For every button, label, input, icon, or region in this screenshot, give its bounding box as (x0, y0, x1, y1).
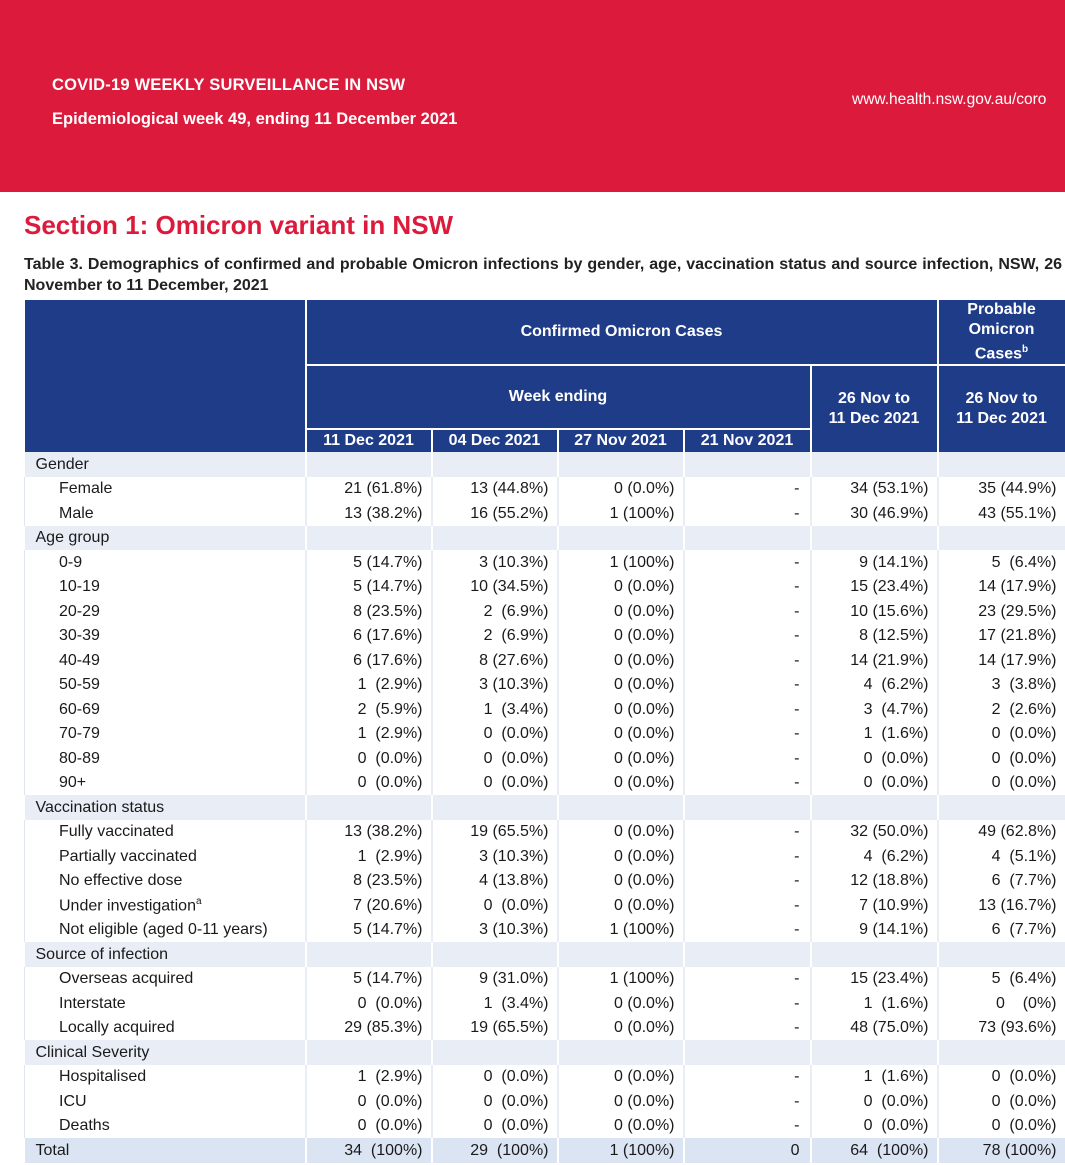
table-cell: 9 (14.1%) (811, 918, 938, 943)
table-cell: - (684, 746, 811, 771)
category-row (25, 1040, 1065, 1065)
table-cell: 49 (62.8%) (938, 820, 1065, 845)
table-cell: 0 (0.0%) (558, 575, 684, 600)
row-label-text: Overseas acquired (59, 970, 194, 988)
table-row (25, 991, 1065, 1016)
table-cell: 0 (0.0%) (558, 1114, 684, 1139)
table-cell: 2 (2.6%) (938, 697, 1065, 722)
table-cell: 0 (0.0%) (558, 722, 684, 747)
table-cell: 0 (0.0%) (558, 1089, 684, 1114)
row-label-text: Male (59, 504, 94, 522)
row-label-text: Female (59, 480, 113, 498)
table-cell: 0 (0.0%) (558, 624, 684, 649)
row-label-text: Under investigation (59, 897, 196, 915)
table-cell (306, 942, 432, 967)
table-cell: 0 (0.0%) (432, 1089, 558, 1114)
table-cell: 2 (6.9%) (432, 599, 558, 624)
table-cell: 1 (1.6%) (811, 991, 938, 1016)
table-cell: 5 (6.4%) (938, 550, 1065, 575)
table-cell: - (684, 1089, 811, 1114)
week-header: 27 Nov 2021 (558, 429, 684, 452)
table-cell: 35 (44.9%) (938, 477, 1065, 502)
table-row (25, 697, 1065, 722)
table-row (25, 771, 1065, 796)
row-label (25, 1089, 306, 1114)
table-row (25, 477, 1065, 502)
table-cell: - (684, 550, 811, 575)
table-cell (558, 795, 684, 820)
table-cell: 0 (0.0%) (558, 1065, 684, 1090)
table-row (25, 746, 1065, 771)
row-label-text: Gender (35, 455, 89, 473)
row-label (25, 967, 306, 992)
row-label-text: Interstate (59, 994, 126, 1012)
row-label (25, 575, 306, 600)
table-cell: 0 (0.0%) (558, 477, 684, 502)
row-label-text: No effective dose (59, 872, 183, 890)
table-row (25, 869, 1065, 894)
range-header-line1: 26 Nov to (837, 390, 910, 408)
table-cell (938, 795, 1065, 820)
row-label (25, 477, 306, 502)
table-cell: 15 (23.4%) (811, 967, 938, 992)
table-cell: 48 (75.0%) (811, 1016, 938, 1041)
table-cell (811, 1040, 938, 1065)
table-cell: 0 (0.0%) (811, 771, 938, 796)
table-cell (558, 1040, 684, 1065)
row-label-text: 10-19 (59, 578, 100, 596)
table-cell: 4 (6.2%) (811, 844, 938, 869)
row-label (25, 673, 306, 698)
row-label (25, 501, 306, 526)
week-header: 21 Nov 2021 (684, 429, 811, 452)
table-cell: 9 (31.0%) (432, 967, 558, 992)
week-header: 11 Dec 2021 (306, 429, 432, 452)
table-cell: 29 (85.3%) (306, 1016, 432, 1041)
probable-header-line1: Probable (967, 301, 1036, 318)
table-cell (938, 942, 1065, 967)
table-cell: 2 (6.9%) (432, 624, 558, 649)
table-cell: 1 (2.9%) (306, 673, 432, 698)
table-cell: 0 (0.0%) (558, 991, 684, 1016)
table-cell: 0 (0.0%) (306, 991, 432, 1016)
table-row (25, 1065, 1065, 1090)
table-cell: 2 (5.9%) (306, 697, 432, 722)
table-cell: 78 (100%) (938, 1138, 1065, 1163)
table-cell: 3 (10.3%) (432, 550, 558, 575)
row-label-text: 30-39 (59, 627, 100, 645)
table-cell: 3 (4.7%) (811, 697, 938, 722)
table-row (25, 918, 1065, 943)
table-cell: 0 (0.0%) (938, 722, 1065, 747)
table-cell (684, 452, 811, 477)
table-cell: 5 (6.4%) (938, 967, 1065, 992)
table-cell: 6 (17.6%) (306, 624, 432, 649)
table-cell: 1 (2.9%) (306, 844, 432, 869)
omicron-demographics-table (24, 300, 1065, 1163)
table-cell: 0 (0.0%) (558, 697, 684, 722)
row-label (25, 844, 306, 869)
table-cell: 34 (53.1%) (811, 477, 938, 502)
category-row (25, 452, 1065, 477)
table-cell: 0 (0.0%) (811, 746, 938, 771)
row-label-text: 20-29 (59, 602, 100, 620)
table-cell: 10 (34.5%) (432, 575, 558, 600)
table-cell: 1 (1.6%) (811, 722, 938, 747)
table-cell: 0 (0.0%) (432, 722, 558, 747)
row-label (25, 746, 306, 771)
category-row (25, 942, 1065, 967)
table-cell: 32 (50.0%) (811, 820, 938, 845)
table-row (25, 1114, 1065, 1139)
table-row (25, 501, 1065, 526)
table-cell: 0 (0.0%) (306, 1114, 432, 1139)
row-label (25, 550, 306, 575)
table-cell: 0 (0.0%) (306, 1089, 432, 1114)
table-cell (558, 526, 684, 551)
table-cell: 34 (100%) (306, 1138, 432, 1163)
table-row (25, 893, 1065, 918)
row-label (25, 771, 306, 796)
table-cell: 5 (14.7%) (306, 918, 432, 943)
row-label (25, 648, 306, 673)
table-cell: 0 (0.0%) (558, 599, 684, 624)
row-label-text: 90+ (59, 774, 87, 792)
table-cell: 0 (0.0%) (432, 746, 558, 771)
row-label (25, 624, 306, 649)
probable-range-line2: 11 Dec 2021 (956, 410, 1047, 428)
table-cell: 14 (17.9%) (938, 575, 1065, 600)
table-cell: 7 (20.6%) (306, 893, 432, 918)
table-row (25, 722, 1065, 747)
category-row (25, 795, 1065, 820)
row-label-text: Fully vaccinated (59, 823, 174, 841)
category-row (25, 526, 1065, 551)
table-row (25, 820, 1065, 845)
row-label (25, 1138, 306, 1163)
table-cell (306, 526, 432, 551)
table-cell: 19 (65.5%) (432, 820, 558, 845)
table-cell: 6 (17.6%) (306, 648, 432, 673)
table-cell: 6 (7.7%) (938, 869, 1065, 894)
table-cell: 0 (0%) (938, 991, 1065, 1016)
row-label-text: Not eligible (aged 0-11 years) (59, 921, 268, 939)
row-label (25, 1114, 306, 1139)
week-header: 04 Dec 2021 (432, 429, 558, 452)
table-cell (684, 942, 811, 967)
table-cell: 1 (3.4%) (432, 697, 558, 722)
table-cell: - (684, 820, 811, 845)
table-cell: - (684, 575, 811, 600)
table-cell: 0 (0.0%) (938, 1114, 1065, 1139)
row-label (25, 697, 306, 722)
table-cell (306, 1040, 432, 1065)
table-cell: - (684, 624, 811, 649)
table-cell (558, 452, 684, 477)
banner-subtitle: Epidemiological week 49, ending 11 December 2021 (52, 110, 458, 128)
table-cell: 14 (21.9%) (811, 648, 938, 673)
table-cell: 0 (0.0%) (558, 771, 684, 796)
table-cell: 0 (0.0%) (811, 1114, 938, 1139)
row-label (25, 918, 306, 943)
table-cell: - (684, 722, 811, 747)
table-cell: 13 (44.8%) (432, 477, 558, 502)
table-cell: 0 (0.0%) (558, 844, 684, 869)
probable-footnote-mark: b (1022, 344, 1029, 355)
table-cell: 0 (0.0%) (558, 746, 684, 771)
week-ending-header: Week ending (306, 365, 811, 429)
table-cell: 19 (65.5%) (432, 1016, 558, 1041)
table-cell: 4 (6.2%) (811, 673, 938, 698)
probable-header-line3: Cases (974, 345, 1023, 363)
table-cell: 0 (0.0%) (558, 673, 684, 698)
table-cell: 1 (100%) (558, 1138, 684, 1163)
row-label-text: 70-79 (59, 725, 100, 743)
table-cell: - (684, 697, 811, 722)
row-label (25, 869, 306, 894)
table-cell (938, 526, 1065, 551)
row-label (25, 1016, 306, 1041)
table-cell: 1 (2.9%) (306, 1065, 432, 1090)
table-cell: 43 (55.1%) (938, 501, 1065, 526)
table-cell: - (684, 893, 811, 918)
row-label (25, 1040, 306, 1065)
row-label (25, 820, 306, 845)
table-cell: - (684, 1114, 811, 1139)
table-cell (684, 526, 811, 551)
table-cell: 21 (61.8%) (306, 477, 432, 502)
table-cell: 8 (12.5%) (811, 624, 938, 649)
table-cell (811, 795, 938, 820)
table-row (25, 648, 1065, 673)
table-cell: 3 (10.3%) (432, 673, 558, 698)
range-header-line2: 11 Dec 2021 (828, 410, 920, 428)
row-label-text: Vaccination status (35, 798, 165, 816)
table-cell: - (684, 918, 811, 943)
row-label-text: Locally acquired (59, 1019, 175, 1037)
total-row (25, 1138, 1065, 1163)
table-cell: 4 (13.8%) (432, 869, 558, 894)
table-cell: 1 (100%) (558, 501, 684, 526)
row-label-text: Source of infection (35, 945, 169, 963)
table-row (25, 1016, 1065, 1041)
table-cell: 0 (0.0%) (558, 820, 684, 845)
section-title: Section 1: Omicron variant in NSW (24, 210, 454, 240)
table-cell: - (684, 991, 811, 1016)
table-cell: 15 (23.4%) (811, 575, 938, 600)
table-cell: 29 (100%) (432, 1138, 558, 1163)
table-cell: 3 (10.3%) (432, 918, 558, 943)
table-cell: - (684, 648, 811, 673)
table-cell (432, 795, 558, 820)
header-banner (0, 0, 1065, 192)
table-cell (432, 1040, 558, 1065)
table-cell: 3 (3.8%) (938, 673, 1065, 698)
table-cell: 13 (16.7%) (938, 893, 1065, 918)
table-cell: - (684, 501, 811, 526)
row-label-text: Age group (35, 529, 110, 547)
table-cell (938, 1040, 1065, 1065)
row-label (25, 452, 306, 477)
table-cell (432, 452, 558, 477)
row-label (25, 1065, 306, 1090)
table-cell: 0 (0.0%) (938, 771, 1065, 796)
row-label-text: Deaths (59, 1117, 110, 1135)
table-cell: 8 (23.5%) (306, 869, 432, 894)
table-cell: 1 (3.4%) (432, 991, 558, 1016)
row-label-text: 60-69 (59, 700, 100, 718)
table-cell: 5 (14.7%) (306, 967, 432, 992)
table-row (25, 624, 1065, 649)
probable-range-line1: 26 Nov to (965, 390, 1038, 408)
table-cell: 0 (0.0%) (432, 1114, 558, 1139)
table-row (25, 967, 1065, 992)
table-cell: 0 (0.0%) (938, 1089, 1065, 1114)
row-label (25, 795, 306, 820)
row-label-text: ICU (59, 1092, 87, 1110)
table-cell: 6 (7.7%) (938, 918, 1065, 943)
row-label-text: 80-89 (59, 749, 100, 767)
table-cell: 8 (23.5%) (306, 599, 432, 624)
table-cell: 5 (14.7%) (306, 575, 432, 600)
table-cell: 10 (15.6%) (811, 599, 938, 624)
table-cell: - (684, 1065, 811, 1090)
row-label-text: 0-9 (59, 553, 83, 571)
table-cell (432, 942, 558, 967)
table-cell: 13 (38.2%) (306, 820, 432, 845)
table-cell: 30 (46.9%) (811, 501, 938, 526)
table-cell (811, 452, 938, 477)
table-cell: 0 (0.0%) (432, 1065, 558, 1090)
table-cell: 1 (1.6%) (811, 1065, 938, 1090)
table-cell: 14 (17.9%) (938, 648, 1065, 673)
table-cell: 16 (55.2%) (432, 501, 558, 526)
banner-url[interactable]: www.health.nsw.gov.au/coro (852, 91, 1047, 108)
table-cell: 12 (18.8%) (811, 869, 938, 894)
table-cell: 13 (38.2%) (306, 501, 432, 526)
probable-range-header (938, 365, 1065, 452)
table-cell: 17 (21.8%) (938, 624, 1065, 649)
footnote-mark: a (195, 895, 202, 907)
confirmed-header: Confirmed Omicron Cases (306, 300, 938, 365)
table-cell: 0 (0.0%) (306, 746, 432, 771)
table-cell: 0 (684, 1138, 811, 1163)
table-cell (938, 452, 1065, 477)
table-cell: 0 (0.0%) (558, 1016, 684, 1041)
table-cell: 1 (100%) (558, 550, 684, 575)
table-cell: 0 (0.0%) (432, 771, 558, 796)
table-cell (684, 795, 811, 820)
table-cell (306, 795, 432, 820)
row-label (25, 942, 306, 967)
row-label-text: 40-49 (59, 651, 100, 669)
table-cell: 0 (0.0%) (811, 1089, 938, 1114)
table-row (25, 673, 1065, 698)
table-cell: 5 (14.7%) (306, 550, 432, 575)
table-cell: 23 (29.5%) (938, 599, 1065, 624)
row-label-text: Partially vaccinated (59, 847, 197, 865)
row-label (25, 893, 306, 918)
table-cell: 0 (0.0%) (938, 1065, 1065, 1090)
banner-title: COVID-19 WEEKLY SURVEILLANCE IN NSW (52, 76, 406, 94)
range-header (811, 365, 938, 452)
probable-header-line2: Omicron (968, 321, 1035, 338)
table-cell: - (684, 477, 811, 502)
table-cell: - (684, 967, 811, 992)
table-cell: - (684, 771, 811, 796)
table-cell: 0 (0.0%) (558, 893, 684, 918)
table-cell: 1 (100%) (558, 918, 684, 943)
table-cell: - (684, 844, 811, 869)
table-cell (684, 1040, 811, 1065)
table-row (25, 550, 1065, 575)
table-cell: 1 (2.9%) (306, 722, 432, 747)
table-cell: 64 (100%) (811, 1138, 938, 1163)
probable-header (938, 300, 1065, 365)
header-blank-cell (25, 300, 306, 452)
table-cell (811, 526, 938, 551)
table-cell (306, 452, 432, 477)
table-row (25, 599, 1065, 624)
table-cell: 9 (14.1%) (811, 550, 938, 575)
table-cell (432, 526, 558, 551)
table-row (25, 1089, 1065, 1114)
table-caption: Table 3. Demographics of confirmed and probable Omicron infections by gender, age, vaccination status and source infection, NSW, 26 November to 11 December, 2021 (24, 256, 1062, 294)
table-cell: 0 (0.0%) (306, 771, 432, 796)
table-cell: 0 (0.0%) (558, 648, 684, 673)
table-cell: - (684, 673, 811, 698)
row-label-text: Hospitalised (59, 1068, 147, 1086)
row-label (25, 991, 306, 1016)
table-cell (558, 942, 684, 967)
table-cell: 0 (0.0%) (432, 893, 558, 918)
table-row (25, 844, 1065, 869)
table-cell: 0 (0.0%) (558, 869, 684, 894)
table-cell: 7 (10.9%) (811, 893, 938, 918)
row-label-text: Total (35, 1141, 70, 1159)
row-label (25, 722, 306, 747)
table-row (25, 575, 1065, 600)
row-label-text: 50-59 (59, 676, 100, 694)
table-cell (811, 942, 938, 967)
table-cell: 8 (27.6%) (432, 648, 558, 673)
table-cell: - (684, 1016, 811, 1041)
row-label (25, 526, 306, 551)
table-cell: 4 (5.1%) (938, 844, 1065, 869)
table-cell: - (684, 869, 811, 894)
table-cell: 3 (10.3%) (432, 844, 558, 869)
row-label (25, 599, 306, 624)
table-cell: 1 (100%) (558, 967, 684, 992)
row-label-text: Clinical Severity (35, 1043, 150, 1061)
table-cell: 73 (93.6%) (938, 1016, 1065, 1041)
table-cell: - (684, 599, 811, 624)
table-cell: 0 (0.0%) (938, 746, 1065, 771)
